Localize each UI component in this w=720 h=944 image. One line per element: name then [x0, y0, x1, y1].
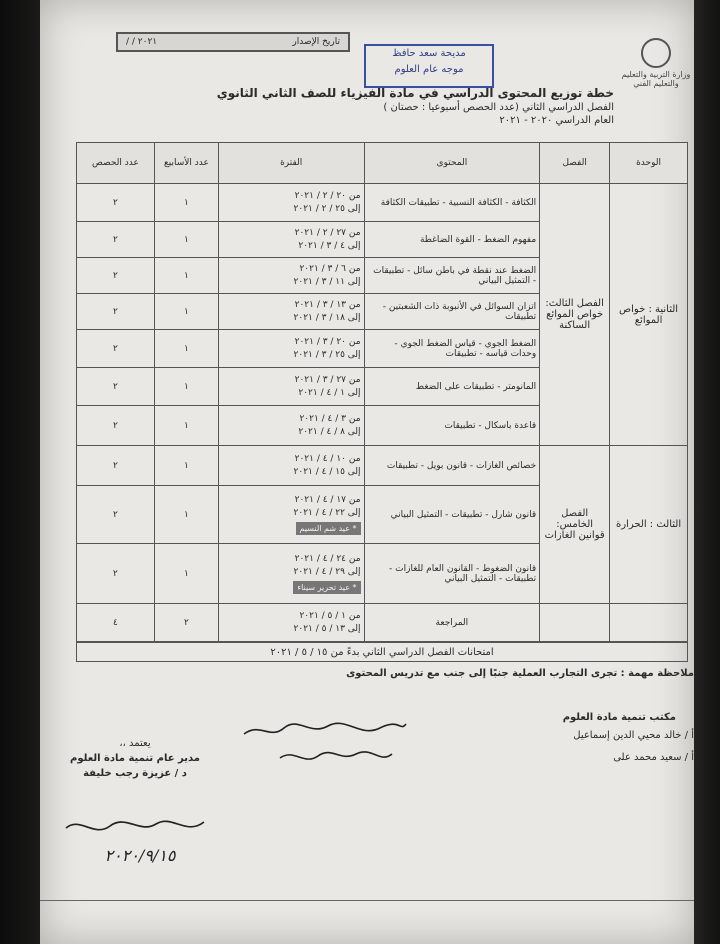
- period-from: من ١ / ٥ / ٢٠٢١: [299, 610, 361, 621]
- ministry-logo: [618, 38, 694, 94]
- content-plan-table: [76, 142, 688, 642]
- title-line2: الفصل الدراسي الثاني (عدد الحصص أسبوعيا : حصتان ): [383, 102, 614, 113]
- eagle-emblem-icon: [641, 38, 671, 68]
- period-to: إلى ٢٢ / ٤ / ٢٠٢١: [293, 507, 361, 518]
- weeks-cell: ١: [154, 406, 218, 446]
- weeks-cell: ١: [154, 486, 218, 544]
- classes-cell: ٢: [77, 330, 155, 368]
- logo-line2: والتعليم الفني: [633, 79, 679, 88]
- stamp-name: مديحة سعد حافظ: [392, 48, 466, 59]
- header-unit: الوحدة: [610, 143, 688, 184]
- unit-cell: الثانية : خواص الموائع: [610, 184, 688, 446]
- content-cell: قانون الضغوط - القانون العام للغازات - تطبيقات - التمثيل البياني: [364, 544, 540, 604]
- header-chapter: الفصل: [540, 143, 610, 184]
- office-member-2: أ / سعيد محمد على: [613, 752, 694, 763]
- logo-line1: وزارة التربية والتعليم: [621, 70, 691, 79]
- chapter-cell: الفصل الخامس: قوانين الغازات: [540, 446, 610, 604]
- content-cell: الضغط الجوي - قياس الضغط الجوي - وحدات قياسه - تطبيقات: [364, 330, 540, 368]
- title-line1: خطة توزيع المحتوى الدراسي في مادة الفيزياء للصف الثاني الثانوي: [216, 86, 614, 100]
- header-period: الفترة: [218, 143, 364, 184]
- content-cell: مفهوم الضغط - القوة الضاغطة: [364, 222, 540, 258]
- signature-2: [276, 746, 396, 768]
- classes-cell: ٢: [77, 406, 155, 446]
- unit-cell: الثالث : الحرارة: [610, 446, 688, 604]
- period-cell: [218, 222, 364, 258]
- content-cell: الكثافة - الكثافة النسبية - تطبيقات الكثافة: [364, 184, 540, 222]
- period-to: إلى ١٥ / ٤ / ٢٠٢١: [293, 466, 361, 477]
- classes-cell: ٢: [77, 446, 155, 486]
- period-cell: [218, 368, 364, 406]
- weeks-cell: ١: [154, 184, 218, 222]
- office-member-1: أ / خالد محيي الدين إسماعيل: [573, 730, 694, 741]
- header-content: المحتوى: [364, 143, 540, 184]
- period-from: من ١٠ / ٤ / ٢٠٢١: [294, 453, 361, 464]
- content-cell: خصائص الغازات - قانون بويل - تطبيقات: [364, 446, 540, 486]
- classes-cell: ٢: [77, 486, 155, 544]
- stamp-role: موجه عام العلوم: [394, 64, 464, 75]
- classes-cell: ٢: [77, 184, 155, 222]
- table-header-row: [77, 143, 688, 184]
- period-cell: [218, 184, 364, 222]
- content-cell: قاعدة باسكال - تطبيقات: [364, 406, 540, 446]
- chapter-cell: [540, 604, 610, 642]
- table-row: [77, 604, 688, 642]
- period-from: من ٢٠ / ٢ / ٢٠٢١: [294, 190, 361, 201]
- period-to: إلى ١٨ / ٣ / ٢٠٢١: [293, 312, 361, 323]
- content-cell: الضغط عند نقطة في باطن سائل - تطبيقات - التمثيل البياني: [364, 258, 540, 294]
- director-signature: [60, 814, 210, 840]
- period-cell: [218, 406, 364, 446]
- unit-cell: [610, 604, 688, 642]
- signature-1: [240, 718, 410, 742]
- period-to: إلى ٢٥ / ٢ / ٢٠٢١: [293, 203, 361, 214]
- weeks-cell: ١: [154, 222, 218, 258]
- header-weeks: عدد الأسابيع: [154, 143, 218, 184]
- weeks-cell: ١: [154, 258, 218, 294]
- approval-name: د / عزيزة رجب خليفة: [83, 768, 187, 779]
- period-to: إلى ١٣ / ٥ / ٢٠٢١: [293, 623, 361, 634]
- exam-notice: امتحانات الفصل الدراسي الثاني بدءً من ١٥ / ٥ / ٢٠٢١: [76, 642, 688, 662]
- issue-date-box: [116, 32, 350, 52]
- content-cell: قانون شارل - تطبيقات - التمثيل البياني: [364, 486, 540, 544]
- period-to: إلى ٨ / ٤ / ٢٠٢١: [298, 426, 361, 437]
- content-cell: اتزان السوائل في الأنبوبة ذات الشعبتين - تطبيقات: [364, 294, 540, 330]
- table-row: [77, 446, 688, 486]
- content-cell: المراجعة: [364, 604, 540, 642]
- classes-cell: ٢: [77, 258, 155, 294]
- issue-date-label: تاريخ الإصدار: [292, 37, 340, 47]
- classes-cell: ٤: [77, 604, 155, 642]
- weeks-cell: ١: [154, 544, 218, 604]
- weeks-cell: ١: [154, 330, 218, 368]
- period-cell: [218, 486, 364, 544]
- period-from: من ١٣ / ٣ / ٢٠٢١: [294, 299, 361, 310]
- bottom-divider: [40, 900, 694, 901]
- period-cell: [218, 604, 364, 642]
- supervisor-stamp: [364, 44, 494, 88]
- table-row: [77, 184, 688, 222]
- classes-cell: ٢: [77, 544, 155, 604]
- period-cell: [218, 446, 364, 486]
- period-from: من ٣ / ٤ / ٢٠٢١: [299, 413, 361, 424]
- period-to: إلى ٢٥ / ٣ / ٢٠٢١: [293, 349, 361, 360]
- approval-title: مدير عام تنمية مادة العلوم: [70, 753, 200, 764]
- period-from: من ٢٠ / ٣ / ٢٠٢١: [294, 336, 361, 347]
- approval-block: [60, 736, 210, 781]
- period-cell: [218, 544, 364, 604]
- classes-cell: ٢: [77, 222, 155, 258]
- holiday-note: * عيد تحرير سيناء: [293, 581, 360, 594]
- classes-cell: ٢: [77, 294, 155, 330]
- signature-date: ٢٠٢٠/٩/١٥: [104, 846, 176, 865]
- period-to: إلى ٤ / ٣ / ٢٠٢١: [298, 240, 361, 251]
- period-cell: [218, 258, 364, 294]
- period-cell: [218, 330, 364, 368]
- period-to: إلى ١ / ٤ / ٢٠٢١: [298, 387, 361, 398]
- weeks-cell: ١: [154, 368, 218, 406]
- period-from: من ٢٤ / ٤ / ٢٠٢١: [294, 553, 361, 564]
- period-from: من ٢٧ / ٢ / ٢٠٢١: [294, 227, 361, 238]
- important-note: ملاحظة مهمة : تجرى التجارب العملية جنبًا إلى جنب مع تدريس المحتوى: [346, 668, 694, 679]
- weeks-cell: ١: [154, 446, 218, 486]
- content-cell: المانومتر - تطبيقات على الضغط: [364, 368, 540, 406]
- weeks-cell: ١: [154, 294, 218, 330]
- period-to: إلى ١١ / ٣ / ٢٠٢١: [293, 276, 361, 287]
- title-line3: العام الدراسي ٢٠٢٠ - ٢٠٢١: [499, 115, 614, 126]
- period-to: إلى ٢٩ / ٤ / ٢٠٢١: [293, 566, 361, 577]
- header-classes: عدد الحصص: [77, 143, 155, 184]
- issue-date-value: ٢٠٢١ / /: [126, 37, 158, 47]
- period-from: من ١٧ / ٤ / ٢٠٢١: [294, 494, 361, 505]
- document-paper: [40, 0, 694, 944]
- classes-cell: ٢: [77, 368, 155, 406]
- holiday-note: * عيد شم النسيم: [296, 522, 361, 535]
- approval-line1: يعتمد ،،: [119, 738, 151, 749]
- weeks-cell: ٢: [154, 604, 218, 642]
- period-from: من ٦ / ٣ / ٢٠٢١: [299, 263, 361, 274]
- document-title: [174, 86, 614, 126]
- period-cell: [218, 294, 364, 330]
- chapter-cell: الفصل الثالث: خواص الموائع الساكنة: [540, 184, 610, 446]
- period-from: من ٢٧ / ٣ / ٢٠٢١: [294, 374, 361, 385]
- office-title: مكتب تنمية مادة العلوم: [562, 712, 676, 723]
